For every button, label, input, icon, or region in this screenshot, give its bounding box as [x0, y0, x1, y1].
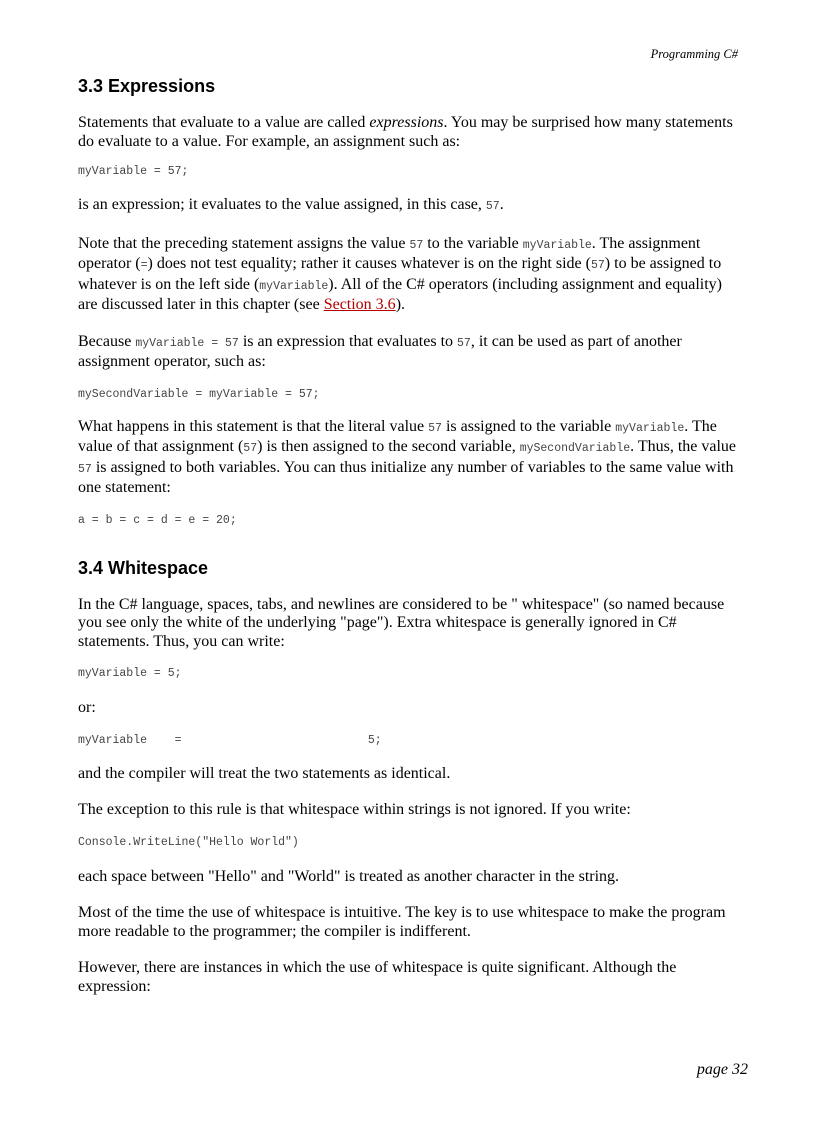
paragraph: However, there are instances in which the use of whitespace is quite significant. Although the expression:: [78, 959, 677, 995]
page-number: page 32: [696, 1061, 748, 1078]
section-heading-expressions: 3.3 Expressions: [78, 76, 216, 96]
paragraph: In the C# language, spaces, tabs, and newlines are considered to be " whitespace" (so named because you see only the white of the underlying "page"). Extra whitespace is generally ignored in C# statements. Thus, you can write:: [78, 595, 725, 650]
section-3-6-link[interactable]: Section 3.6: [323, 296, 396, 313]
running-header: Programming C#: [650, 47, 738, 61]
code-block: a = b = c = d = e = 20;: [78, 513, 237, 527]
paragraph: Statements that evaluate to a value are called expressions. You may be surprised how many statements do evaluate to a value. For example, an assignment such as:: [78, 114, 733, 150]
code-block: myVariable = 57;: [78, 165, 189, 178]
paragraph: each space between "Hello" and "World" is treated as another character in the string.: [78, 867, 620, 885]
paragraph: Because myVariable = 57 is an expression that evaluates to 57, it can be used as part of another assignment operator, such as:: [78, 332, 682, 370]
code-block: myVariable = 5;: [78, 667, 182, 680]
paragraph: Most of the time the use of whitespace is intuitive. The key is to use whitespace to make the program more readable to the programmer; the compiler is indifferent.: [78, 904, 726, 940]
paragraph: and the compiler will treat the two statements as identical.: [78, 764, 451, 782]
paragraph: is an expression; it evaluates to the value assigned, in this case, 57.: [78, 196, 504, 213]
paragraph: or:: [78, 699, 96, 716]
code-block: Console.WriteLine("Hello World"): [78, 835, 299, 849]
code-block: myVariable = 5;: [78, 733, 382, 747]
paragraph: Note that the preceding statement assigns the value 57 to the variable myVariable. The assignment operator (=) does not test equality; rather it causes whatever is on the right side (57) to be assigned to whatever is on the left side (myVariable). All of the C# operators (including assignment and equality) are discussed later in this chapter (see Section 3.6).: [78, 234, 722, 313]
code-block: mySecondVariable = myVariable = 57;: [78, 387, 320, 401]
paragraph: The exception to this rule is that whitespace within strings is not ignored. If you write:: [78, 801, 631, 818]
page-content: [78, 74, 738, 996]
paragraph: What happens in this statement is that the literal value 57 is assigned to the variable myVariable. The value of that assignment (57) is then assigned to the second variable, mySecondVariable. Thus, the value 57 is assigned to both variables. You can thus initialize any number of variables to the same value with one statement:: [78, 417, 737, 496]
section-heading-whitespace: 3.4 Whitespace: [78, 557, 209, 578]
